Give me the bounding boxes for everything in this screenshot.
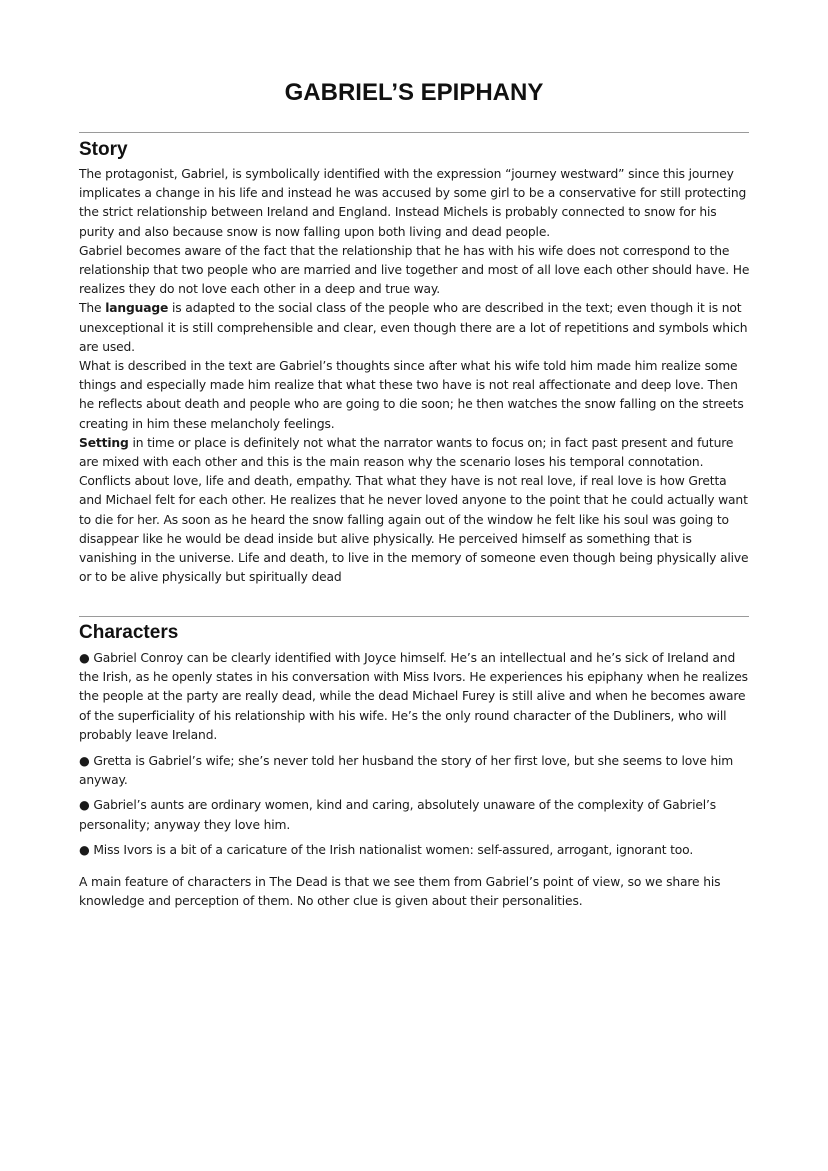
story-paragraph: Gabriel becomes aware of the fact that the relationship that he has with his wife does not correspond to the relationship that two people who are married and live together and most of all love each other should have. He realizes they do not love each other in a deep and true way.	[79, 243, 750, 297]
character-item: ● Gabriel’s aunts are ordinary women, kind and caring, absolutely unaware of the complexity of Gabriel’s personality; anyway they love him.	[79, 798, 717, 832]
story-paragraph: The protagonist, Gabriel, is symbolically identified with the expression “journey westward” since this journey implicates a change in his life and instead he was accused by some girl to be a conservative for still protecting the strict relationship between Ireland and England. Instead Michels is probably connected to snow for his purity and also because snow is now falling upon both living and dead people.	[79, 167, 747, 239]
text-span: in time or place is definitely not what the narrator wants to focus on; in fact past present and future are mixed with each other and this is the main reason why the scenario loses his temporal connotation.	[79, 435, 734, 470]
characters-body	[79, 649, 751, 911]
text-span: is adapted to the social class of the people who are described in the text; even though it is not unexceptional it is still comprehensible and clear, even though there are a lot of repetitions and symbols which are used.	[79, 301, 748, 354]
characters-closing: A main feature of characters in The Dead is that we see them from Gabriel’s point of view, so we share his knowledge and perception of them. No other clue is given about their personalities.	[79, 874, 721, 908]
characters-heading: Characters	[79, 622, 179, 643]
character-item: ● Gabriel Conroy can be clearly identified with Joyce himself. He’s an intellectual and he’s sick of Ireland and the Irish, as he openly states in his conversation with Miss Ivors. He experiences his epiphany when he realizes the people at the party are really dead, while the dead Michael Furey is still alive and when he becomes aware of the superficiality of his relationship with his wife. He’s the only round character of the Dubliners, who will probably leave Ireland.	[79, 651, 748, 742]
language-keyword: language	[105, 301, 169, 316]
page-title: GABRIEL’S EPIPHANY	[284, 79, 544, 106]
text-span: The	[79, 301, 106, 316]
character-item: ● Miss Ivors is a bit of a caricature of the Irish nationalist women: self-assured, arrogant, ignorant too.	[79, 843, 694, 858]
story-paragraph	[79, 434, 751, 472]
story-paragraph: Conflicts about love, life and death, empathy. That what they have is not real love, if real love is how Gretta and Michael felt for each other. He realizes that he never loved anyone to the point that he could actually want to die for her. As soon as he heard the snow falling again out of the window he felt like his soul was going to disappear like he would be dead inside but alive physically. He perceived himself as something that is vanishing in the universe. Life and death, to live in the memory of someone even though being physically alive or to be alive physically but spiritually dead	[79, 474, 749, 585]
story-paragraph: What is described in the text are Gabriel’s thoughts since after what his wife told him made him realize some things and especially made him realize that what these two have is not real affectionate and deep love. Then he reflects about death and people who are going to die soon; he then watches the snow falling on the streets creating in him these melancholy feelings.	[79, 359, 744, 431]
story-body	[79, 165, 751, 587]
characters-divider	[79, 616, 749, 617]
story-heading: Story	[79, 139, 128, 160]
story-paragraph	[79, 299, 751, 357]
character-item: ● Gretta is Gabriel’s wife; she’s never told her husband the story of her first love, but she seems to love him anyway.	[79, 753, 734, 787]
setting-keyword: Setting	[79, 435, 129, 450]
story-divider	[79, 132, 749, 133]
